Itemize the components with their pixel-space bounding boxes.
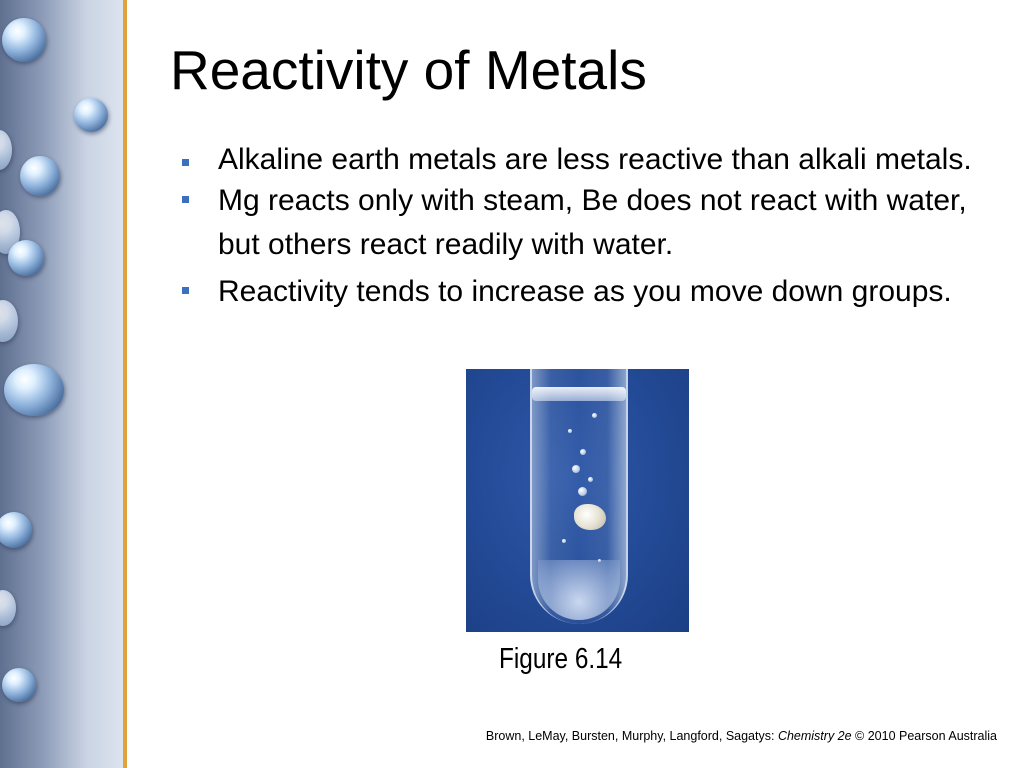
square-bullet-icon [182,287,189,294]
water-drop-icon [0,512,32,548]
square-bullet-icon [182,159,189,166]
slide-title: Reactivity of Metals [170,39,647,101]
gas-bubble [578,487,587,496]
bullet-list [182,145,982,320]
metal-sample [574,504,606,530]
footer-publisher: © 2010 Pearson Australia [851,729,997,743]
test-tube-bottom [538,560,620,620]
water-drop-icon [0,590,16,626]
test-tube [530,369,628,624]
water-drop-icon [8,240,44,276]
footer-authors: Brown, LeMay, Bursten, Murphy, Langford, Sagatys: [485,729,778,743]
water-drop-icon [74,98,108,132]
water-surface [532,387,626,401]
bullet-item [182,145,982,175]
citation-footer [486,729,997,743]
square-bullet-icon [182,196,189,203]
water-drop-icon [0,130,12,170]
bullet-text: Alkaline earth metals are less reactive than alkali metals. [218,143,972,176]
footer-book-title: Chemistry 2e [777,729,852,743]
figure-caption: Figure 6.14 [499,643,623,675]
bullet-item [182,179,982,266]
gas-bubble [580,449,586,455]
bullet-text: Reactivity tends to increase as you move down groups. [218,275,952,308]
gas-bubble [588,477,593,482]
water-drop-icon [2,668,36,702]
gas-bubble [568,429,572,433]
gas-bubble [562,539,566,543]
water-drop-icon [4,364,64,416]
gas-bubble [572,465,580,473]
gas-bubble [592,413,597,418]
water-drop-icon [2,18,46,62]
bullet-item [182,270,982,314]
side-panel-border [123,0,127,768]
decorative-side-panel [0,0,123,768]
water-drop-icon [0,300,18,342]
test-tube-photo [466,369,689,632]
water-drop-icon [20,156,60,196]
bullet-text: Mg reacts only with steam, Be does not react with water, but others react readily with water. [218,184,967,261]
